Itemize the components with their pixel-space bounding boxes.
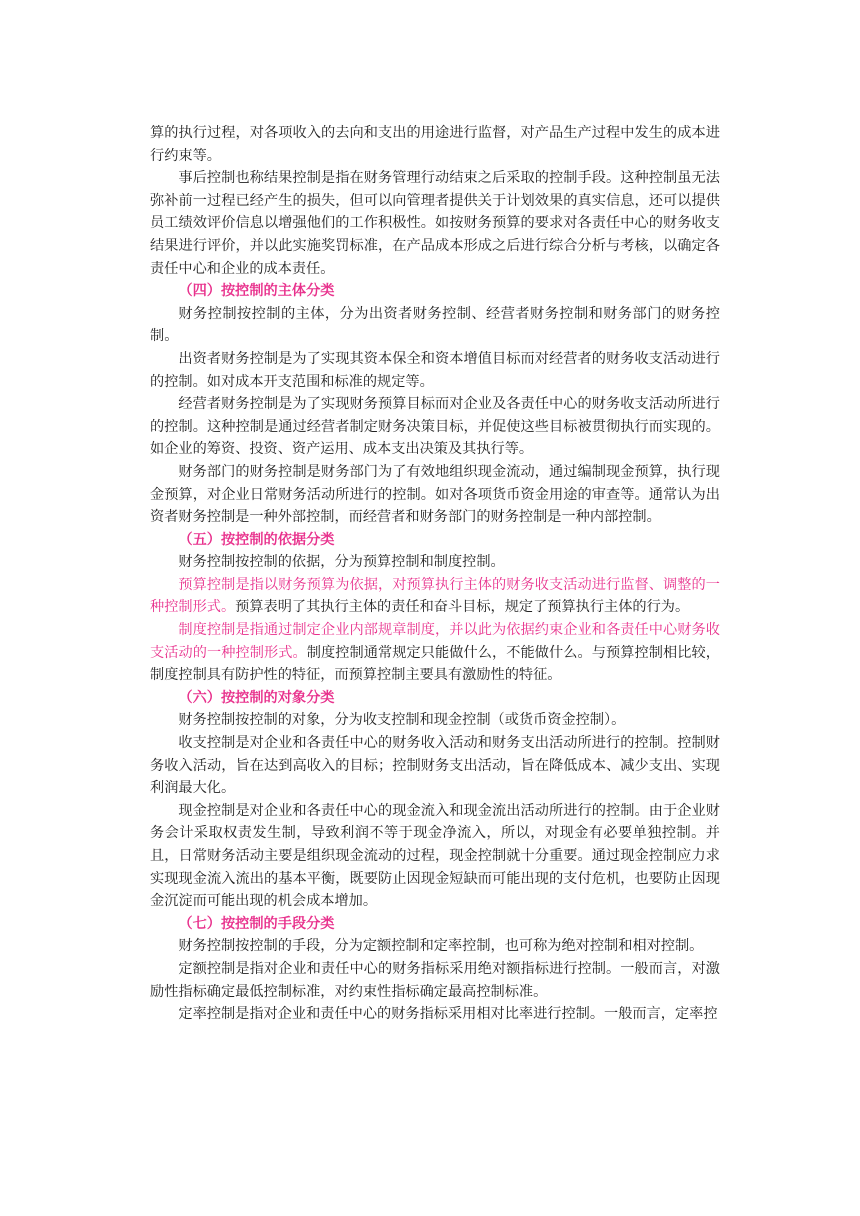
paragraph-text: 财务部门的财务控制是财务部门为了有效地组织现金流动，通过编制现金预算，执行现金预算，对企业日常财务活动所进行的控制。如对各项货币资金用途的审查等。通常认为出资者财务控制是一种外部控制，而经营者和财务部门的财务控制是一种内部控制。 [150, 463, 720, 526]
body-paragraph [150, 619, 720, 687]
paragraph-text: 定额控制是指对企业和责任中心的财务指标采用绝对额指标进行控制。一般而言，对激励性指标确定最低控制标准，对约束性指标确定最高控制标准。 [150, 960, 720, 1000]
section-heading: （七）按控制的手段分类 [178, 915, 335, 932]
paragraph-text: 经营者财务控制是为了实现财务预算目标而对企业及各责任中心的财务收支活动所进行的控制。这种控制是通过经营者制定财务决策目标，并促使这些目标被贯彻执行而实现的。如企业的筹资、投资、资产运用、成本支出决策及其执行等。 [150, 396, 720, 458]
body-paragraph [150, 958, 720, 1003]
body-paragraph [150, 167, 720, 280]
paragraph-text: 预算表明了其执行主体的责任和奋斗目标，规定了预算执行主体的行为。 [235, 599, 690, 616]
section-heading: （六）按控制的对象分类 [178, 689, 335, 706]
body-paragraph [150, 574, 720, 619]
paragraph-text: 财务控制按控制的主体，分为出资者财务控制、经营者财务控制和财务部门的财务控制。 [150, 305, 720, 345]
body-paragraph [150, 732, 720, 800]
paragraph-text: 制度控制通常规定只能做什么，不能做什么。与预算控制相比较，制度控制具有防护性的特征，而预算控制主要具有激励性的特征。 [150, 644, 720, 684]
body-paragraph [150, 935, 720, 958]
paragraph-text: 财务控制按控制的依据，分为预算控制和制度控制。 [178, 554, 505, 571]
body-paragraph [150, 303, 720, 348]
paragraph-text: 事后控制也称结果控制是指在财务管理行动结束之后采取的控制手段。这种控制虽无法弥补前一过程已经产生的损失，但可以向管理者提供关于计划效果的真实信息，还可以提供员工绩效评价信息以增强他们的工作积极性。如按财务预算的要求对各责任中心的财务收支结果进行评价，并以此实施奖罚标准，在产品成本形成之后进行综合分析与考核，以确定各责任中心和企业的成本责任。 [150, 170, 720, 277]
body-paragraph [150, 461, 720, 529]
body-paragraph [150, 1003, 720, 1026]
paragraph-text: 财务控制按控制的对象，分为收支控制和现金控制（或货币资金控制）。 [178, 712, 626, 729]
body-paragraph [150, 709, 720, 732]
section-heading: （五）按控制的依据分类 [178, 531, 335, 548]
body-paragraph [150, 800, 720, 913]
body-paragraph [150, 122, 720, 167]
highlighted-text: 预算控制是指以财务预算为依据，对预算执行主体的财务收支活动进行监督、调整的一种控制形式。 [150, 576, 720, 616]
section-heading: （四）按控制的主体分类 [178, 283, 335, 300]
body-paragraph [150, 551, 720, 574]
paragraph-text: 财务控制按控制的手段，分为定额控制和定率控制，也可称为绝对控制和相对控制。 [178, 938, 704, 955]
body-paragraph [150, 393, 720, 461]
highlighted-text: 制度控制是指通过制定企业内部规章制度，并以此为依据约束企业和各责任中心财务收支活动的一种控制形式。 [150, 622, 720, 661]
document-page [150, 122, 720, 1026]
body-paragraph [150, 348, 720, 393]
paragraph-text: 算的执行过程，对各项收入的去向和支出的用途进行监督，对产品生产过程中发生的成本进行约束等。 [150, 125, 720, 164]
paragraph-text: 出资者财务控制是为了实现其资本保全和资本增值目标而对经营者的财务收支活动进行的控制。如对成本开支范围和标准的规定等。 [150, 350, 720, 390]
paragraph-text: 定率控制是指对企业和责任中心的财务指标采用相对比率进行控制。一般而言，定率控 [178, 1006, 718, 1023]
paragraph-text: 现金控制是对企业和各责任中心的现金流入和现金流出活动所进行的控制。由于企业财务会计采取权责发生制，导致利润不等于现金净流入，所以，对现金有必要单独控制。并且，日常财务活动主要是组织现金流动的过程，现金控制就十分重要。通过现金控制应力求实现现金流入流出的基本平衡，既要防止因现金短缺而可能出现的支付危机，也要防止因现金沉淀而可能出现的机会成本增加。 [150, 802, 720, 910]
paragraph-text: 收支控制是对企业和各责任中心的财务收入活动和财务支出活动所进行的控制。控制财务收入活动，旨在达到高收入的目标；控制财务支出活动，旨在降低成本、减少支出、实现利润最大化。 [150, 735, 720, 797]
